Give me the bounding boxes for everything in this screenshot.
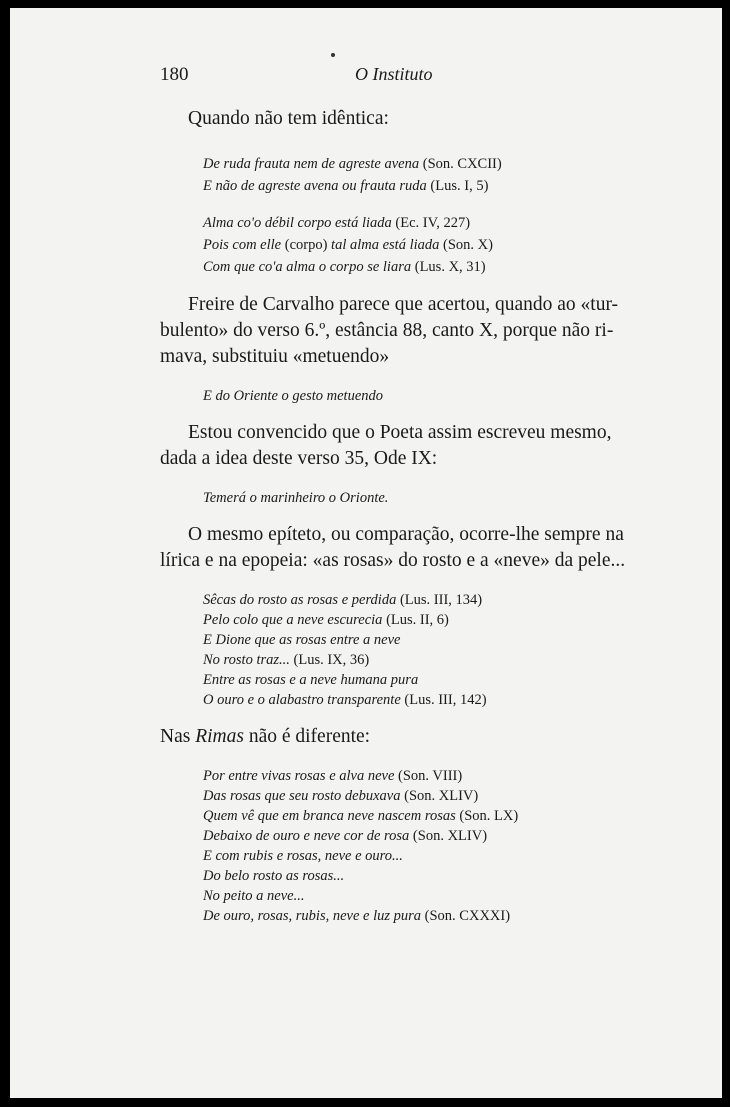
verse-line: De ruda frauta nem de agreste avena (Son. CXCII)	[203, 156, 502, 172]
paragraph-line: lírica e na epopeia: «as rosas» do rosto e a «neve» da pele...	[160, 550, 626, 571]
paragraph-line: Freire de Carvalho parece que acertou, quando ao «tur-	[188, 294, 619, 315]
verse-line: No rosto traz... (Lus. IX, 36)	[203, 652, 370, 668]
intro-line: Quando não tem idêntica:	[188, 108, 389, 129]
verse-line: Entre as rosas e a neve humana pura	[203, 672, 419, 688]
running-title: O Instituto	[355, 64, 433, 84]
verse-line: Sêcas do rosto as rosas e perdida (Lus. III, 134)	[203, 592, 483, 608]
verse-line: E não de agreste avena ou frauta ruda (Lus. I, 5)	[203, 178, 489, 194]
verse-line: Quem vê que em branca neve nascem rosas (Son. LX)	[203, 808, 519, 824]
book-page	[10, 8, 722, 1098]
verse-line: E com rubis e rosas, neve e ouro...	[203, 848, 403, 864]
paragraph-line: dada a idea deste verso 35, Ode IX:	[160, 448, 438, 469]
verse-line: Com que co'a alma o corpo se liara (Lus. X, 31)	[203, 259, 486, 275]
verse-line: E do Oriente o gesto metuendo	[203, 388, 384, 404]
verse-line: E Dione que as rosas entre a neve	[203, 632, 401, 648]
verse-line: Pelo colo que a neve escurecia (Lus. II, 6)	[203, 612, 449, 628]
verse-line: Pois com elle (corpo) tal alma está liada (Son. X)	[203, 237, 493, 253]
verse-line: Debaixo de ouro e neve cor de rosa (Son. XLIV)	[203, 828, 488, 844]
paragraph-line: Estou convencido que o Poeta assim escreveu mesmo,	[188, 422, 612, 443]
verse-line: No peito a neve...	[203, 888, 305, 904]
verse-line: Do belo rosto as rosas...	[203, 868, 345, 884]
verse-line: Por entre vivas rosas e alva neve (Son. VIII)	[203, 768, 463, 784]
verse-line: Alma co'o débil corpo está liada (Ec. IV, 227)	[203, 215, 471, 231]
verse-line: De ouro, rosas, rubis, neve e luz pura (Son. CXXXI)	[203, 908, 511, 924]
paragraph-line: bulento» do verso 6.º, estância 88, canto X, porque não ri-	[160, 320, 614, 341]
verse-line: Temerá o marinheiro o Orionte.	[203, 490, 389, 506]
paragraph-line: mava, substituiu «metuendo»	[160, 346, 390, 367]
paragraph-line: O mesmo epíteto, ou comparação, ocorre-lhe sempre na	[188, 524, 624, 545]
ink-speck	[331, 53, 335, 57]
verse-line: O ouro e o alabastro transparente (Lus. III, 142)	[203, 692, 487, 708]
verse-line: Das rosas que seu rosto debuxava (Son. XLIV)	[203, 788, 479, 804]
page-header	[10, 64, 722, 92]
page-number: 180	[160, 64, 189, 85]
paragraph-line: Nas Rimas não é diferente:	[160, 726, 371, 747]
